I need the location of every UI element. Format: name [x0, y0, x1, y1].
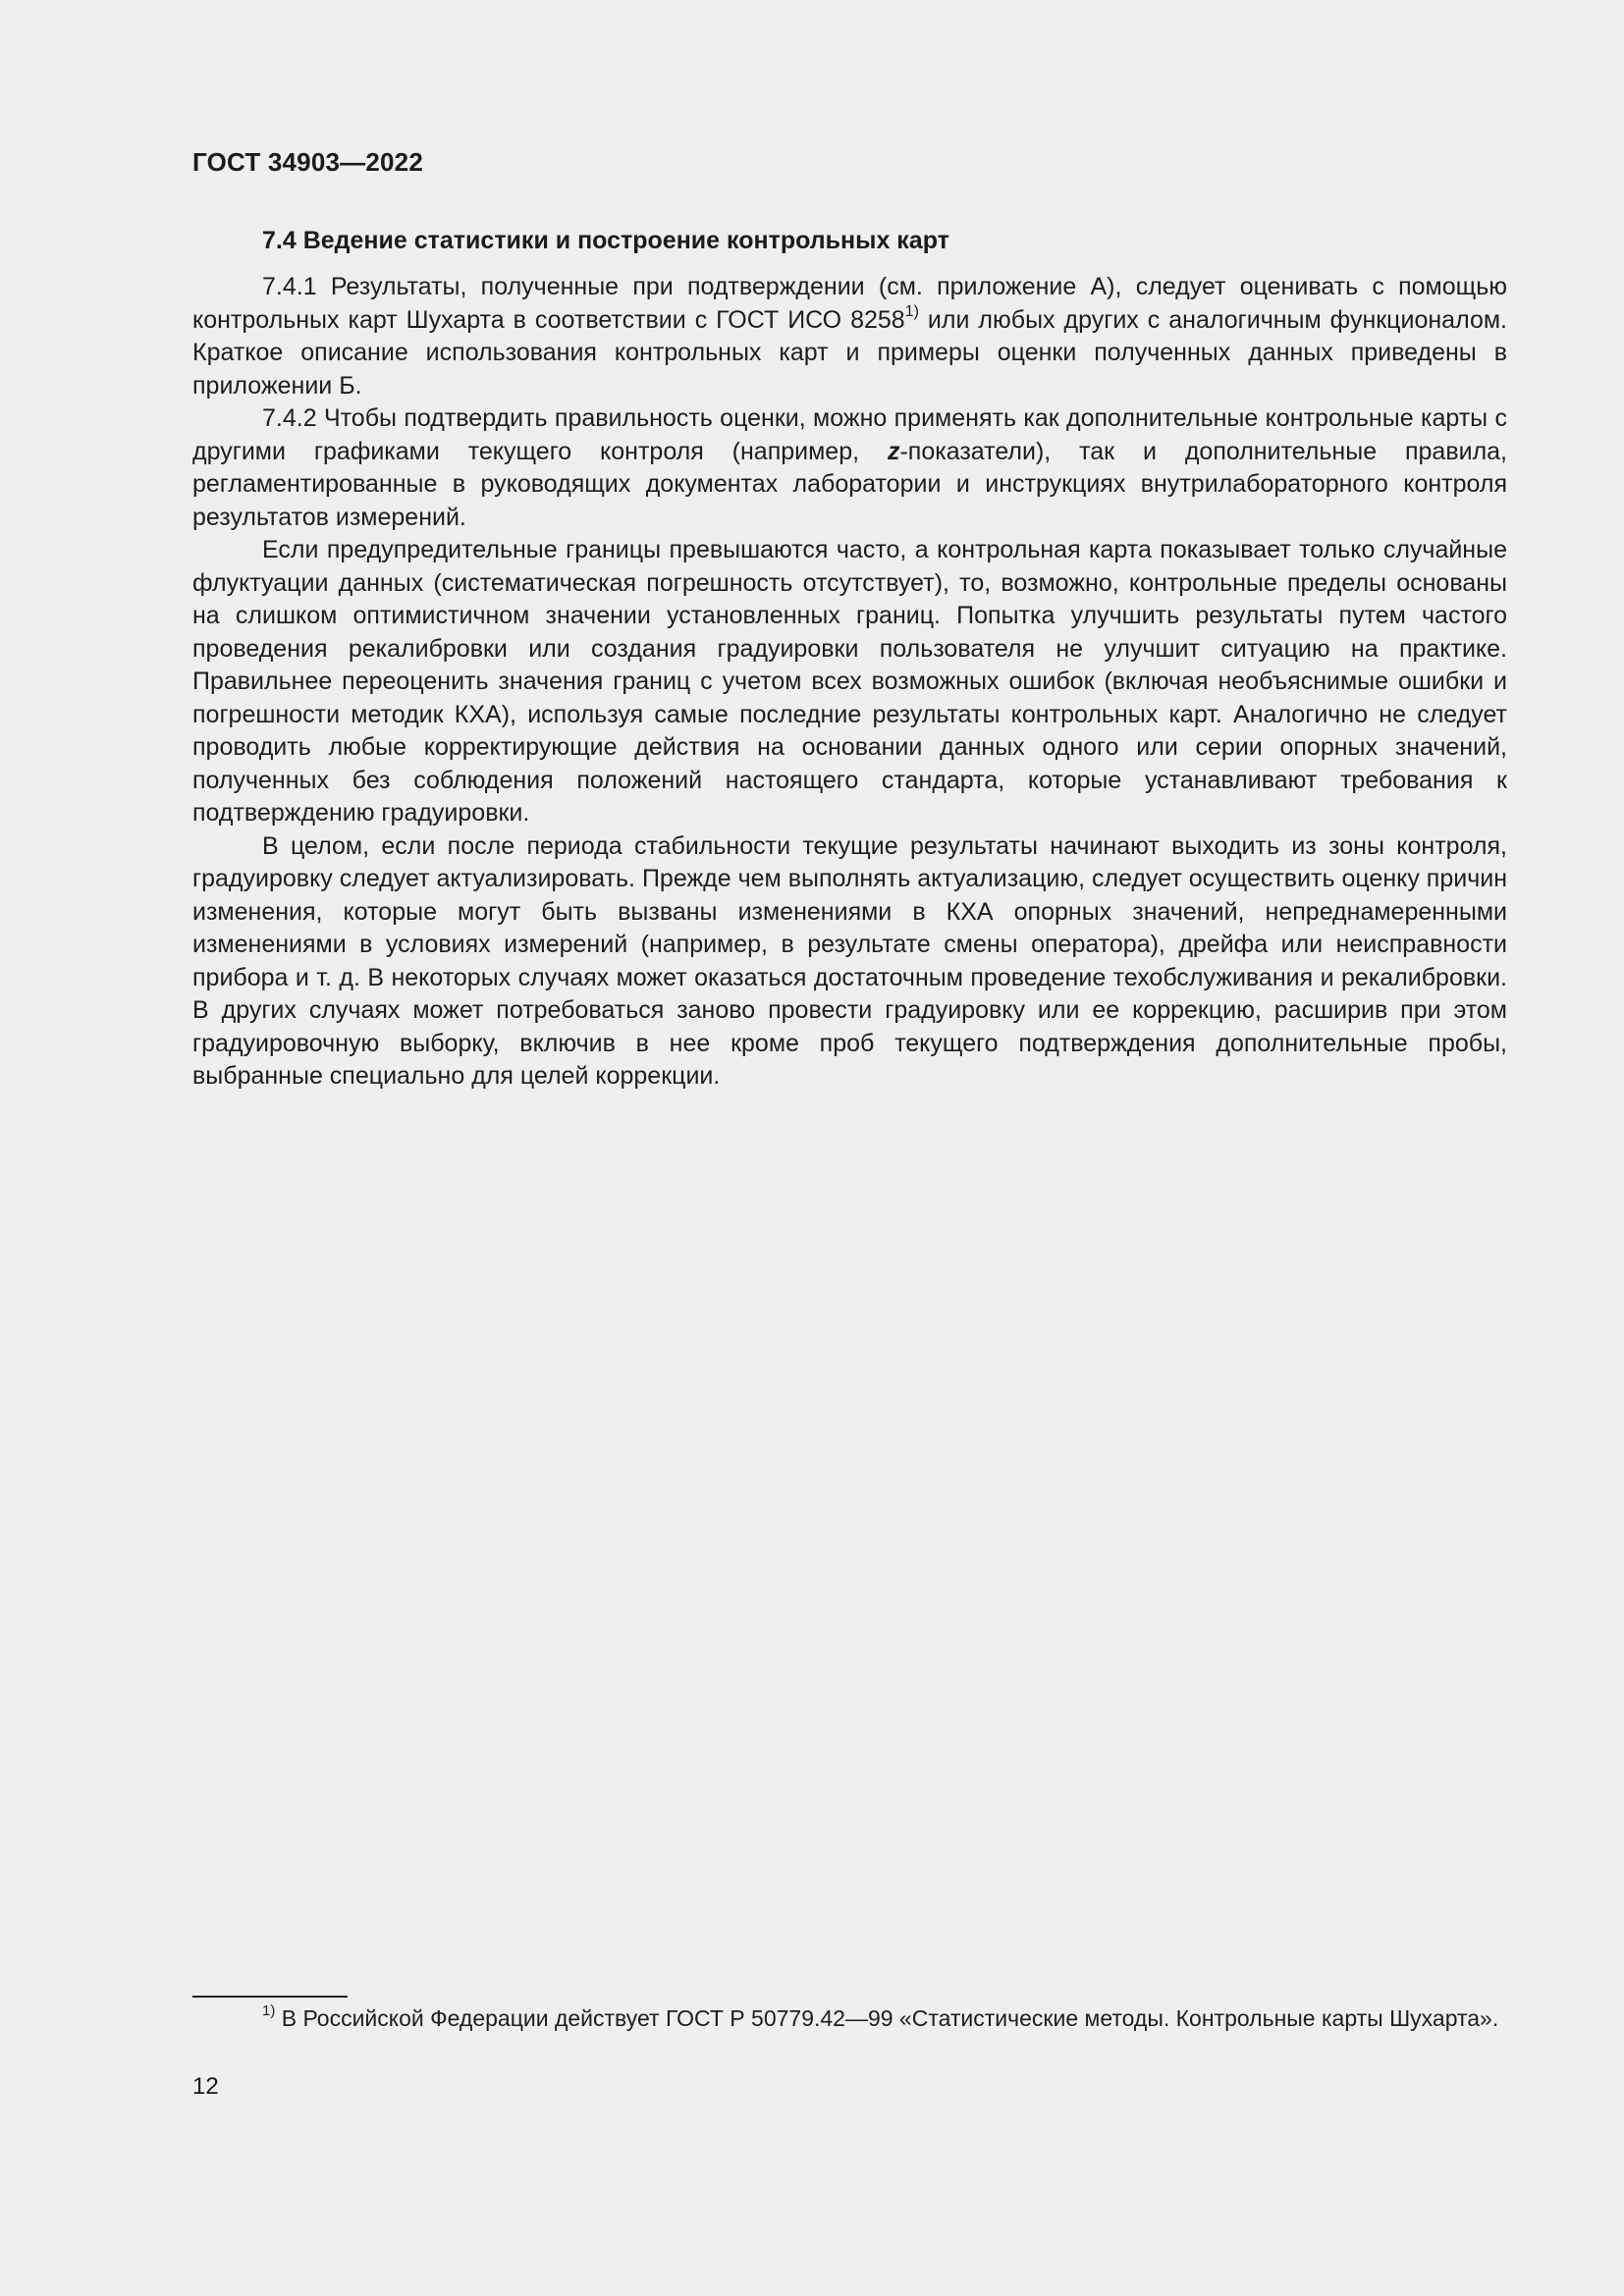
- footnote-text: В Российской Федерации действует ГОСТ Р 50779.42—99 «Статистические методы. Контрольные карты Шухарта».: [275, 2005, 1499, 2031]
- paragraph-warning-limits: Если предупредительные границы превышаются часто, а контрольная карта показывает только случайные флуктуации данных (систематическая погрешность отсутствует), то, возможно, контрольные пределы основаны на слишком оптимистичном значении установленных границ. Попытка улучшить результаты путем частого проведения рекалибровки или создания градуировки пользователя не улучшит ситуацию на практике. Правильнее переоценить значения границ с учетом всех возможных ошибок (включая необъяснимые ошибки и погрешности методик КХА), используя самые последние результаты контрольных карт. Аналогично не следует проводить любые корректирующие действия на основании данных одного или серии опорных значений, полученных без соблюдения положений настоящего стандарта, которые устанавливают требования к подтверждению градуировки.: [192, 536, 1507, 827]
- section-title: 7.4 Ведение статистики и построение контрольных карт: [262, 227, 949, 254]
- paragraph-7-4-1: [192, 271, 1507, 402]
- main-content: [192, 224, 1507, 1094]
- footnote: [192, 2002, 1507, 2035]
- paragraph-text: 7.4.1 Результаты, полученные при подтверждении (см. приложение А), следует оценивать с помощью контрольных карт Шухарта в соответствии с ГОСТ ИСО 8258: [192, 273, 1507, 334]
- footnote-marker: 1): [262, 2002, 276, 2020]
- z-symbol: z: [887, 437, 900, 465]
- paragraph-actualization: В целом, если после периода стабильности текущие результаты начинают выходить из зоны контроля, градуировку следует актуализировать. Прежде чем выполнять актуализацию, следует осуществить оценку причин изменения, которые могут быть вызваны изменениями в КХА опорных значений, непреднамеренными изменениями в условиях измерений (например, в результате смены оператора), дрейфа или неисправности прибора и т. д. В некоторых случаях может оказаться достаточным проведение техобслуживания и рекалибровки. В других случаях может потребоваться заново провести градуировку или ее коррекцию, расширив при этом градуировочную выборку, включив в нее кроме проб текущего подтверждения дополнительные пробы, выбранные специально для целей коррекции.: [192, 831, 1507, 1090]
- paragraph-text: 7.4.2 Чтобы подтвердить правильность оценки, можно применять как дополнительные контрольные карты с другими графиками текущего контроля (например,: [192, 404, 1507, 465]
- footnote-divider: [192, 1996, 348, 1998]
- document-header: ГОСТ 34903—2022: [192, 147, 423, 177]
- footnote-reference: 1): [904, 303, 919, 321]
- paragraph-7-4-2: [192, 402, 1507, 534]
- paragraph-text: или любых других с аналогичным функционалом. Краткое описание использования контрольных карт и примеры оценки полученных данных приведены в приложении Б.: [192, 305, 1507, 400]
- page-number: 12: [192, 2073, 219, 2100]
- paragraph-text: -показатели), так и дополнительные правила, регламентированные в руководящих документах лаборатории и инструкциях внутрилабораторного контроля результатов измерений.: [192, 437, 1508, 531]
